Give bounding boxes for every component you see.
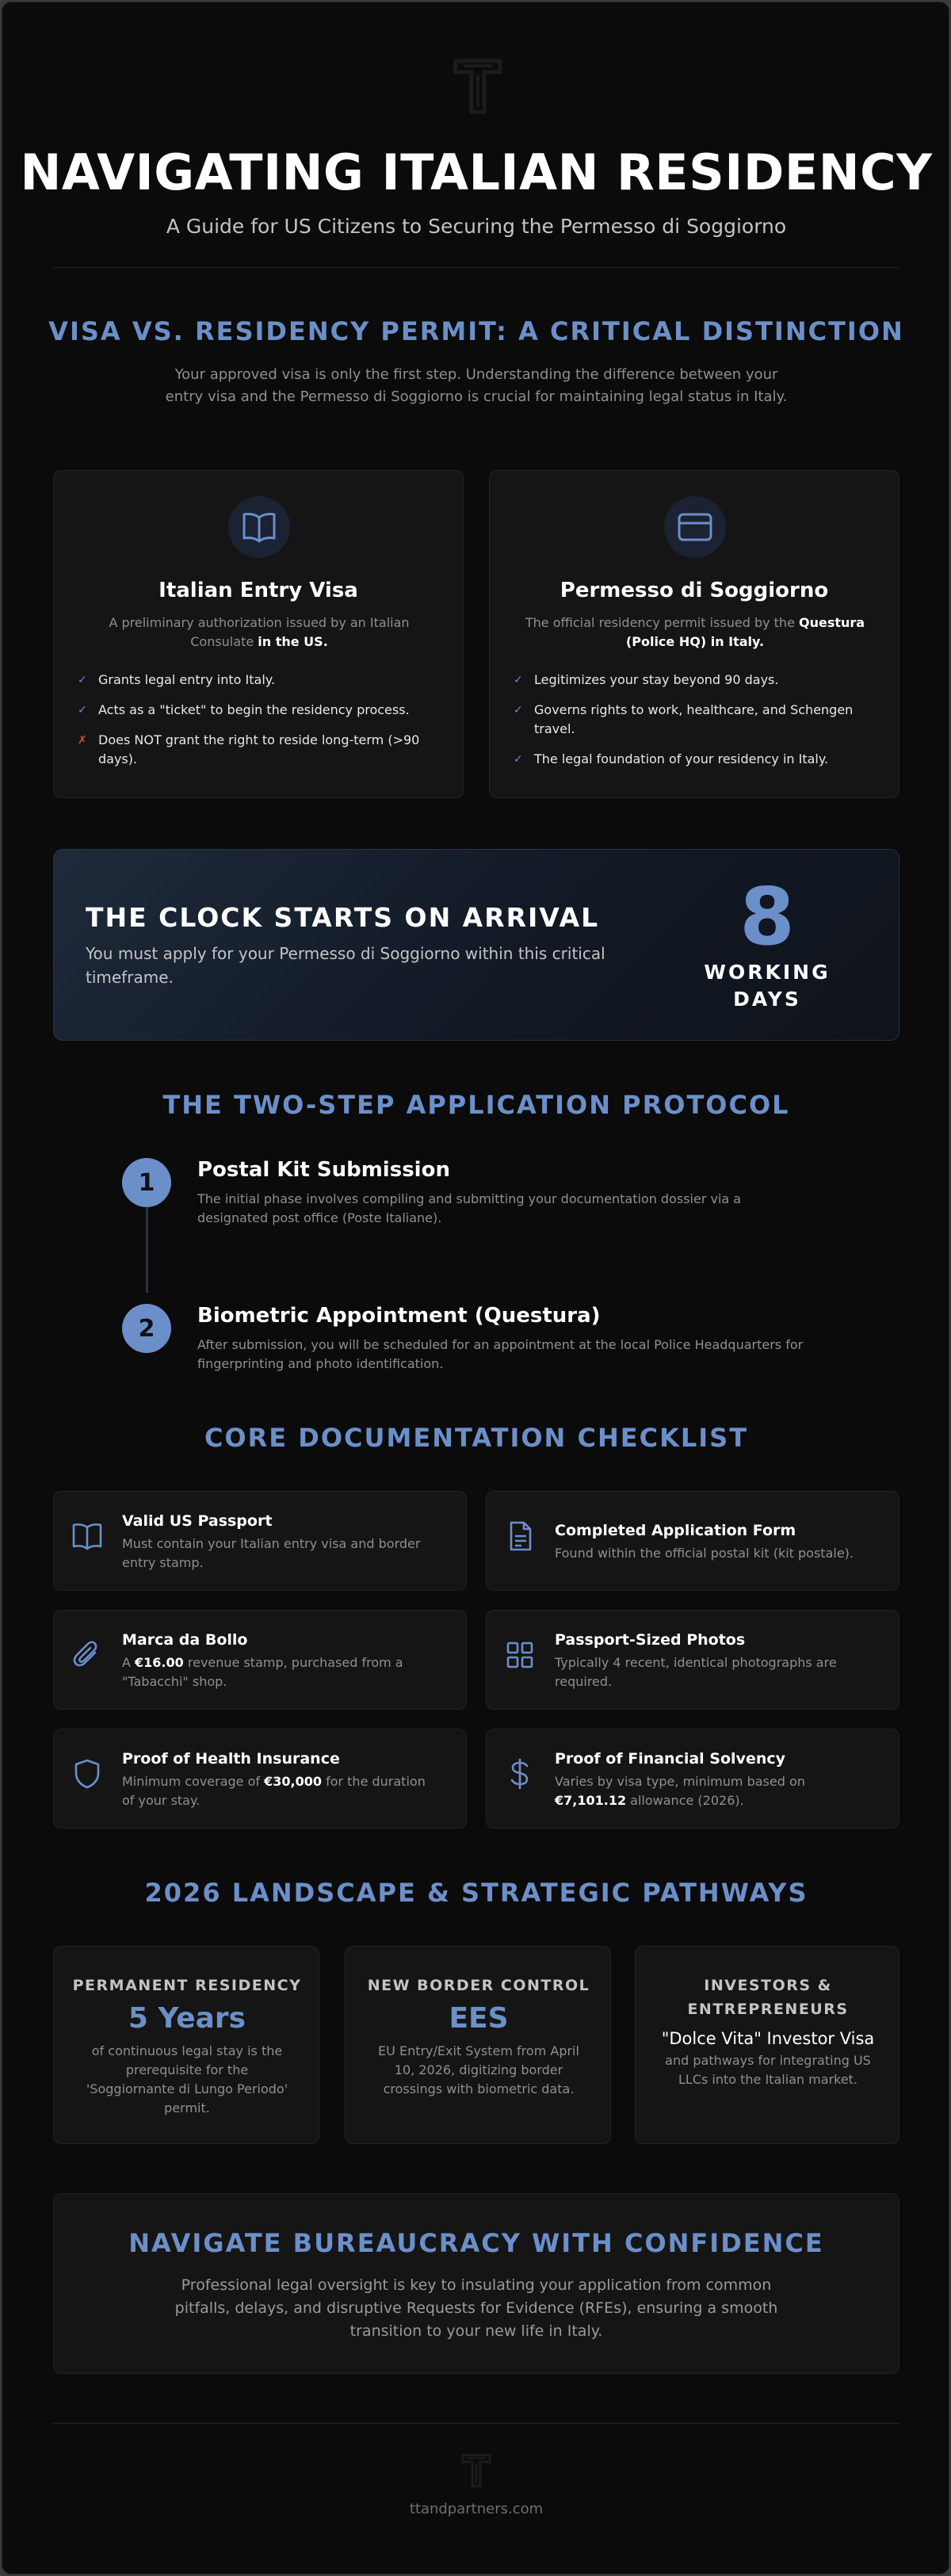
step-connector bbox=[146, 1207, 148, 1293]
tt-logo-icon bbox=[453, 58, 503, 115]
card-title: Italian Entry Visa bbox=[158, 579, 358, 602]
page-title: NAVIGATING ITALIAN RESIDENCY bbox=[20, 143, 933, 201]
section-title-protocol: THE TWO-STEP APPLICATION PROTOCOL bbox=[162, 1090, 790, 1120]
checklist-item bbox=[53, 1610, 467, 1710]
dollar-icon bbox=[504, 1758, 536, 1790]
deadline-banner bbox=[53, 849, 899, 1041]
card-bullet-list bbox=[514, 671, 878, 780]
card-description: The official residency permit issued by the Questura (Police HQ) in Italy. bbox=[525, 615, 865, 649]
deadline-number: 8 bbox=[739, 870, 795, 963]
bullet-item: ✗ Does NOT grant the right to reside long-term (>90 days). bbox=[78, 731, 434, 769]
permesso-card bbox=[489, 470, 899, 798]
pathway-value: EES bbox=[449, 2002, 509, 2035]
check-icon: ✓ bbox=[78, 704, 87, 717]
checklist-item bbox=[53, 1729, 467, 1829]
pathway-value: "Dolce Vita" Investor Visa bbox=[661, 2029, 875, 2048]
shield-icon bbox=[71, 1758, 103, 1790]
step-text: After submission, you will be scheduled for an appointment at the local Police Headquarters for fingerprinting and photo identification. bbox=[197, 1337, 804, 1371]
bullet-item: ✓ Acts as a "ticket" to begin the residency process. bbox=[78, 701, 434, 720]
document-icon bbox=[504, 1520, 536, 1552]
cta-title: NAVIGATE BUREAUCRACY WITH CONFIDENCE bbox=[128, 2228, 824, 2258]
infographic-page bbox=[2, 2, 949, 2574]
check-icon: ✓ bbox=[514, 674, 523, 686]
checklist-item-title: Marca da Bollo bbox=[122, 1631, 248, 1649]
checklist-item-title: Valid US Passport bbox=[122, 1512, 273, 1530]
bullet-item: ✓ The legal foundation of your residency in Italy. bbox=[514, 750, 878, 769]
tt-logo-icon bbox=[460, 2453, 492, 2488]
checklist-item-title: Proof of Health Insurance bbox=[122, 1750, 340, 1768]
pathway-card bbox=[345, 1946, 611, 2144]
checklist-item-text: Varies by visa type, minimum based on €7,101.12 allowance (2026). bbox=[555, 1774, 805, 1808]
checklist-item bbox=[486, 1610, 899, 1710]
pathway-title: NEW BORDER CONTROL bbox=[367, 1977, 590, 1994]
banner-text: You must apply for your Permesso di Soggiorno within this critical timeframe. bbox=[86, 944, 605, 987]
entry-visa-card bbox=[53, 470, 464, 798]
bullet-item: ✓ Grants legal entry into Italy. bbox=[78, 671, 434, 690]
step-text: The initial phase involves compiling and submitting your documentation dossier via a designated post office (Poste Italiane). bbox=[197, 1191, 742, 1225]
step-title: Postal Kit Submission bbox=[197, 1158, 450, 1182]
grid-icon bbox=[504, 1639, 536, 1671]
banner-title: THE CLOCK STARTS ON ARRIVAL bbox=[86, 902, 600, 933]
pathway-text: of continuous legal stay is the prerequisite for the 'Soggiornante di Lungo Periodo' permit. bbox=[86, 2043, 288, 2115]
open-book-icon bbox=[242, 511, 277, 543]
cta-text: Professional legal oversight is key to insulating your application from common pitfalls, delays, and disruptive Requests for Evidence (RFEs), ensuring a smooth transition to your new life in Italy. bbox=[174, 2276, 778, 2340]
pathway-card bbox=[635, 1946, 899, 2144]
checklist-item-text: Found within the official postal kit (kit postale). bbox=[555, 1546, 854, 1561]
card-title: Permesso di Soggiorno bbox=[560, 579, 829, 602]
checklist-item bbox=[486, 1491, 899, 1591]
pathway-title: PERMANENT RESIDENCY bbox=[72, 1977, 302, 1994]
step-title: Biometric Appointment (Questura) bbox=[197, 1304, 601, 1328]
section-title-checklist: CORE DOCUMENTATION CHECKLIST bbox=[204, 1423, 749, 1453]
cross-icon: ✗ bbox=[78, 734, 87, 747]
pathway-title: INVESTORS & ENTREPRENEURS bbox=[687, 1977, 849, 2018]
check-icon: ✓ bbox=[78, 674, 87, 686]
icon-circle bbox=[664, 496, 726, 558]
checklist-item-title: Passport-Sized Photos bbox=[555, 1631, 746, 1649]
checklist-item-title: Proof of Financial Solvency bbox=[555, 1750, 786, 1768]
section-title-distinction: VISA VS. RESIDENCY PERMIT: A CRITICAL DISTINCTION bbox=[48, 316, 904, 346]
checklist-item bbox=[486, 1729, 899, 1829]
step-number-badge: 2 bbox=[122, 1304, 171, 1353]
checklist-item-text: Typically 4 recent, identical photographs are required. bbox=[555, 1655, 837, 1689]
checklist-item-title: Completed Application Form bbox=[555, 1522, 796, 1539]
bullet-item: ✓ Governs rights to work, healthcare, and Schengen travel. bbox=[514, 701, 878, 739]
card-bullet-list bbox=[78, 671, 434, 780]
deadline-unit: WORKING DAYS bbox=[704, 961, 831, 1011]
check-icon: ✓ bbox=[514, 753, 523, 766]
checklist-item-text: Must contain your Italian entry visa and border entry stamp. bbox=[122, 1536, 421, 1570]
id-card-icon bbox=[677, 512, 713, 542]
bullet-item: ✓ Legitimizes your stay beyond 90 days. bbox=[514, 671, 878, 690]
book-icon bbox=[71, 1520, 103, 1552]
section-title-landscape: 2026 LANDSCAPE & STRATEGIC PATHWAYS bbox=[144, 1878, 808, 1908]
checklist-item bbox=[53, 1491, 467, 1591]
footer-website-link[interactable]: ttandpartners.com bbox=[409, 2501, 544, 2517]
page-subtitle: A Guide for US Citizens to Securing the Permesso di Soggiorno bbox=[166, 215, 787, 238]
pathway-card bbox=[53, 1946, 319, 2144]
step-number-badge: 1 bbox=[122, 1158, 171, 1207]
section-intro-distinction: Your approved visa is only the first step. Understanding the difference between your entry visa and the Permesso di Soggiorno is crucial for maintaining legal status in Italy. bbox=[165, 366, 788, 405]
check-icon: ✓ bbox=[514, 704, 523, 717]
pathway-text: and pathways for integrating US LLCs into the Italian market. bbox=[665, 2053, 871, 2087]
paperclip-icon bbox=[71, 1639, 103, 1671]
card-description: A preliminary authorization issued by an Italian Consulate in the US. bbox=[109, 615, 410, 649]
checklist-item-text: A €16.00 revenue stamp, purchased from a "Tabacchi" shop. bbox=[122, 1655, 403, 1689]
pathway-value: 5 Years bbox=[128, 2002, 246, 2035]
icon-circle bbox=[228, 496, 290, 558]
checklist-item-text: Minimum coverage of €30,000 for the duration of your stay. bbox=[122, 1774, 426, 1808]
divider bbox=[53, 267, 899, 268]
divider bbox=[53, 2423, 899, 2424]
pathway-text: EU Entry/Exit System from April 10, 2026, digitizing border crossings with biometric data. bbox=[378, 2043, 579, 2096]
